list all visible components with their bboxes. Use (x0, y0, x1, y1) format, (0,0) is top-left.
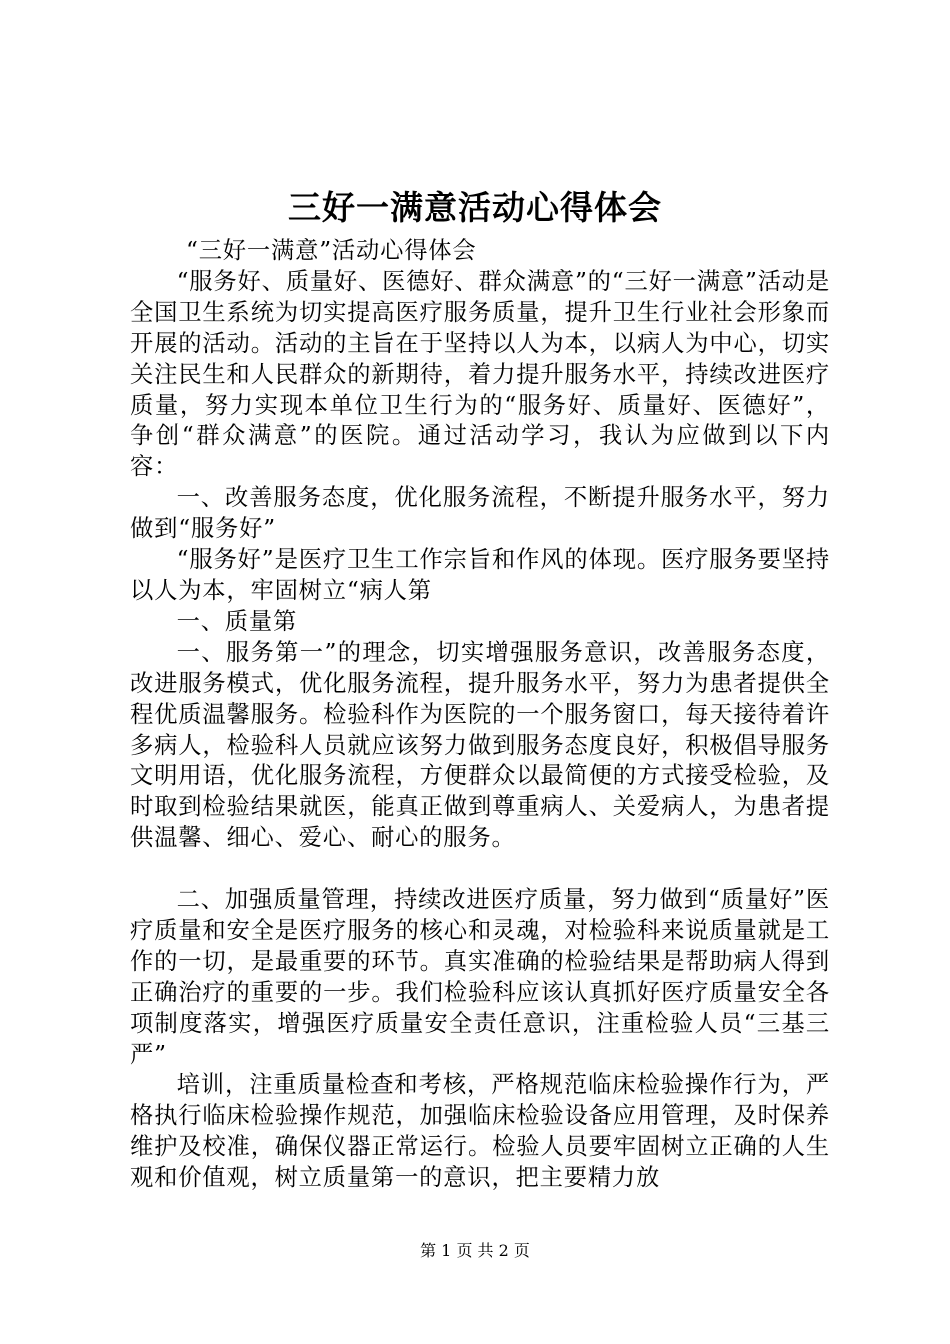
page-footer: 第 1 页 共 2 页 (420, 1241, 530, 1260)
subtitle-paragraph: “三好一满意”活动心得体会 (186, 237, 477, 264)
document-title: 三好一满意活动心得体会 (288, 188, 662, 227)
intro-paragraph: “服务好、质量好、医德好、群众满意”的“三好一满意”活动是全国卫生系统为切实提高医疗服务质量，提升卫生行业社会形象而开展的活动。活动的主旨在于坚持以人为本，以病人为中心，切实关注民生和人民群众的新期待，着力提升服务水平，持续改进医疗质量，努力实现本单位卫生行为的“服务好、质量好、医德好”，争创“群众满意”的医院。通过活动学习，我认为应做到以下内容： (130, 267, 830, 481)
service-first-paragraph: 一、服务第一”的理念，切实增强服务意识，改善服务态度，改进服务模式，优化服务流程，提升服务水平，努力为患者提供全程优质温馨服务。检验科作为医院的一个服务窗口，每天接待着许多病人，检验科人员就应该努力做到服务态度良好，积极倡导服务文明用语，优化服务流程，方便群众以最简便的方式接受检验，及时取到检验结果就医，能真正做到尊重病人、关爱病人，为患者提供温馨、细心、爱心、耐心的服务。 (130, 638, 830, 852)
section-two-paragraph: 二、加强质量管理，持续改进医疗质量，努力做到“质量好”医疗质量和安全是医疗服务的核心和灵魂，对检验科来说质量就是工作的一切，是最重要的环节。真实准确的检验结果是帮助病人得到正确治疗的重要的一步。我们检验科应该认真抓好医疗质量安全各项制度落实，增强医疗质量安全责任意识，注重检验人员“三基三严” (130, 886, 830, 1068)
service-paragraph: “服务好”是医疗卫生工作宗旨和作风的体现。医疗服务要坚持以人为本，牢固树立“病人第 (130, 546, 830, 604)
paragraph-spacer (130, 854, 830, 885)
document-body (130, 236, 830, 1194)
training-paragraph: 培训，注重质量检查和考核，严格规范临床检验操作行为，严格执行临床检验操作规范，加强临床检验设备应用管理，及时保养维护及校准，确保仪器正常运行。检验人员要牢固树立正确的人生观和价值观，树立质量第一的意识，把主要精力放 (130, 1071, 830, 1192)
quality-first-line: 一、质量第 (176, 607, 298, 635)
section-one-heading: 一、改善服务态度，优化服务流程，不断提升服务水平，努力做到“服务好” (130, 484, 830, 543)
